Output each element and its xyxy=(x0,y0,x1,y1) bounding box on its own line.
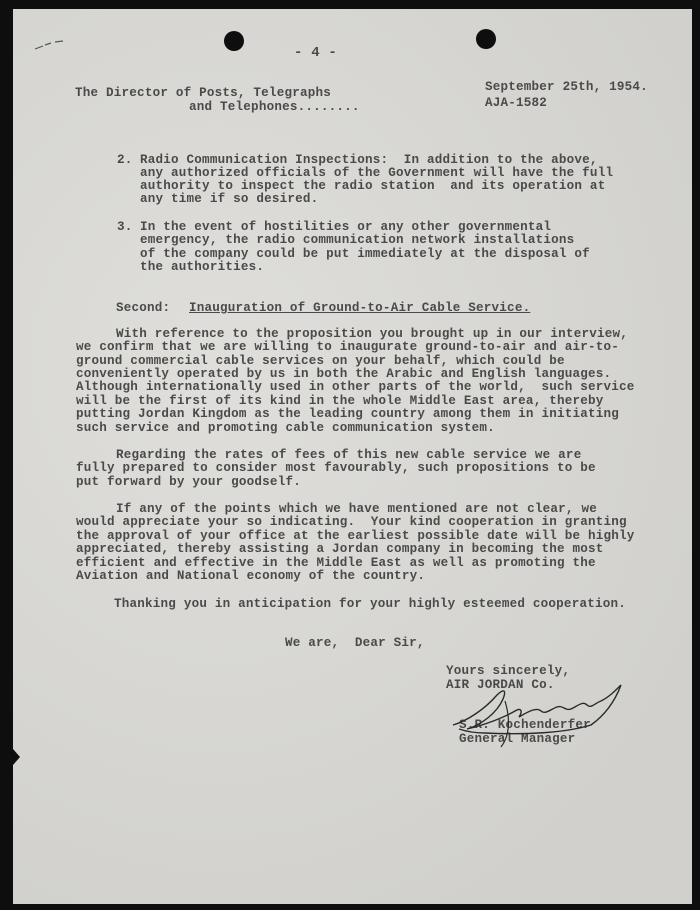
item-number-2: 2. xyxy=(117,153,133,167)
item-2-line-2: any authorized officials of the Government will have the full xyxy=(140,166,614,180)
paragraph-2-line-2: fully prepared to consider most favourably, such propositions to be xyxy=(76,461,596,475)
paragraph-3-line-5: efficient and effective in the Middle East as well as promoting the xyxy=(76,556,596,570)
ink-speck-mark xyxy=(33,39,71,53)
item-2-line-3: authority to inspect the radio station and its operation at xyxy=(140,179,606,193)
signatory-name: S.R. Kochenderfer xyxy=(459,718,591,732)
paragraph-1-line-2: we confirm that we are willing to inaugurate ground-to-air and air-to- xyxy=(76,340,620,354)
paragraph-2-line-3: put forward by your goodself. xyxy=(76,475,301,489)
item-number-3: 3. xyxy=(117,220,133,234)
company-name: AIR JORDAN Co. xyxy=(446,678,555,692)
paragraph-1-line-3: ground commercial cable services on your behalf, which could be xyxy=(76,354,565,368)
salutation: We are, Dear Sir, xyxy=(285,636,425,650)
page-edge-mark xyxy=(13,749,20,765)
addressee-line-2: and Telephones........ xyxy=(189,100,360,114)
thanks-line: Thanking you in anticipation for your highly esteemed cooperation. xyxy=(114,597,626,611)
item-3-line-1: In the event of hostilities or any other governmental xyxy=(140,220,552,234)
letter-page xyxy=(13,9,692,904)
paragraph-1-line-1: With reference to the proposition you brought up in our interview, xyxy=(116,327,628,341)
reference-number: AJA-1582 xyxy=(485,96,548,110)
paragraph-1-line-4: conveniently operated by us in both the Arabic and English languages. xyxy=(76,367,612,381)
paragraph-1-line-6: will be the first of its kind in the whole Middle East area, thereby xyxy=(76,394,604,408)
paragraph-1-line-5: Although internationally used in other parts of the world, such service xyxy=(76,380,635,394)
paragraph-1-line-8: such service and promoting cable communication system. xyxy=(76,421,495,435)
item-2-line-1: Radio Communication Inspections: In addition to the above, xyxy=(140,153,598,167)
paragraph-3-line-3: the approval of your office at the earliest possible date will be highly xyxy=(76,529,635,543)
letter-date: September 25th, 1954. xyxy=(485,80,648,94)
paragraph-3-line-4: appreciated, thereby assisting a Jordan company in becoming the most xyxy=(76,542,604,556)
handwritten-signature xyxy=(445,678,645,761)
paragraph-3-line-6: Aviation and National economy of the country. xyxy=(76,569,426,583)
page-number: - 4 - xyxy=(294,45,338,61)
item-2-line-4: any time if so desired. xyxy=(140,192,319,206)
item-3-line-4: the authorities. xyxy=(140,260,265,274)
addressee-line-1: The Director of Posts, Telegraphs xyxy=(75,86,331,100)
closing-line: Yours sincerely, xyxy=(446,664,571,678)
section-label: Second: xyxy=(116,301,171,315)
paragraph-3-line-1: If any of the points which we have mentioned are not clear, we xyxy=(116,502,597,516)
punch-hole-right xyxy=(476,29,496,49)
item-3-line-2: emergency, the radio communication network installations xyxy=(140,233,575,247)
paragraph-2-line-1: Regarding the rates of fees of this new cable service we are xyxy=(116,448,582,462)
section-title: Inauguration of Ground-to-Air Cable Service. xyxy=(189,301,531,315)
paragraph-1-line-7: putting Jordan Kingdom as the leading country among them in initiating xyxy=(76,407,620,421)
paragraph-3-line-2: would appreciate your so indicating. Your kind cooperation in granting xyxy=(76,515,627,529)
signatory-title: General Manager xyxy=(459,732,576,746)
item-3-line-3: of the company could be put immediately at the disposal of xyxy=(140,247,590,261)
punch-hole-left xyxy=(224,31,244,51)
